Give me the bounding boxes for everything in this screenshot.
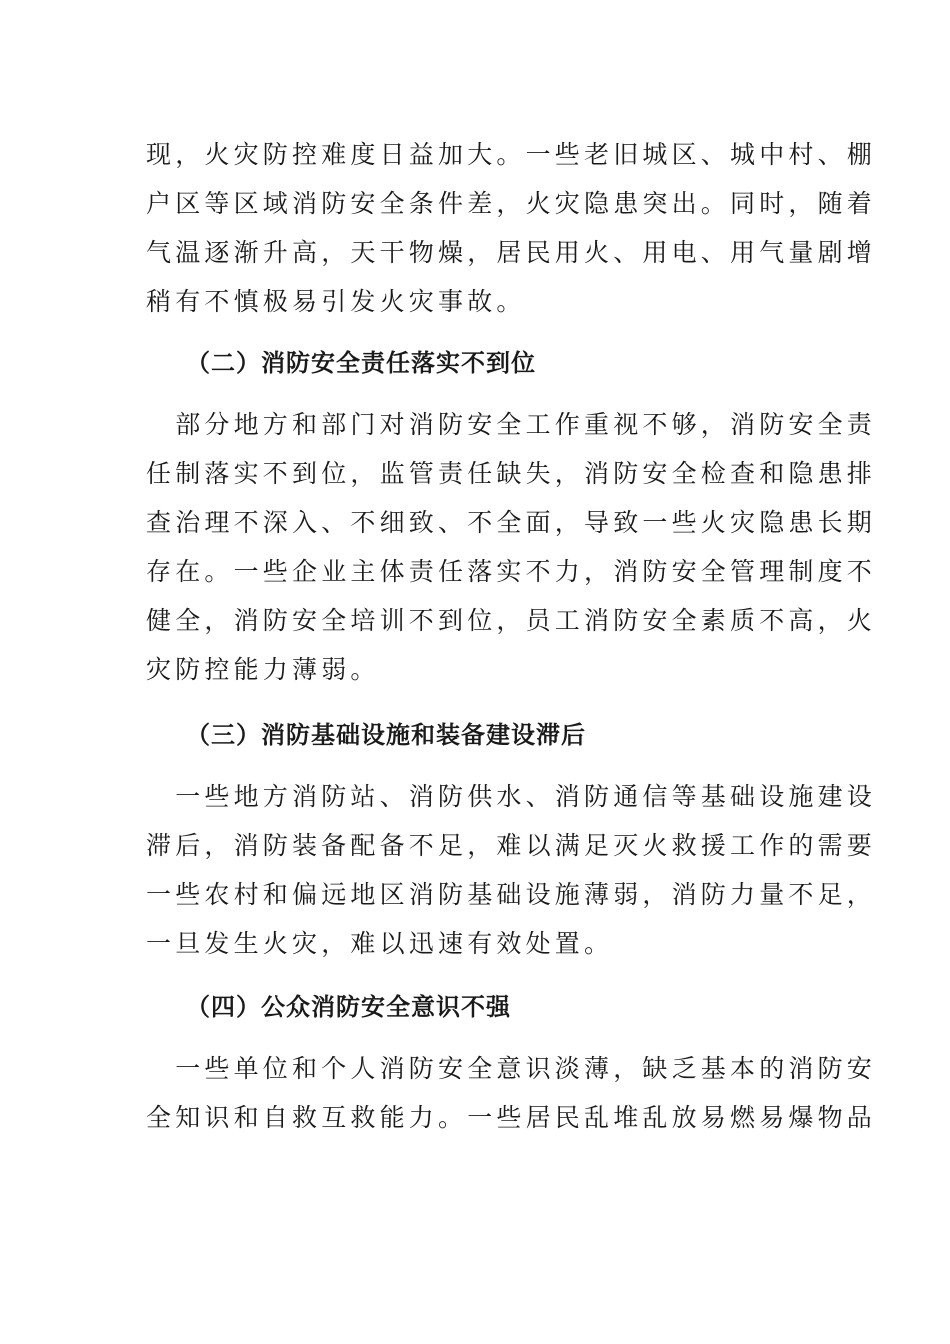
paragraph-fire-risk-continued <box>146 130 877 326</box>
paragraph-line: 稍有不慎极易引发火灾事故。 <box>146 287 526 316</box>
section-heading-2: （二）消防安全责任落实不到位 <box>186 349 536 377</box>
section-heading-4: （四）公众消防安全意识不强 <box>186 993 511 1021</box>
paragraph-line: 一旦发生火灾，难以迅速有效处置。 <box>146 929 614 958</box>
section-heading-3: （三）消防基础设施和装备建设滞后 <box>186 721 586 749</box>
paragraph-line: 任制落实不到位，监管责任缺失，消防安全检查和隐患排 <box>146 459 877 488</box>
paragraph-line: 现，火灾防控难度日益加大。一些老旧城区、城中村、棚 <box>146 140 877 169</box>
paragraph-line: 一些农村和偏远地区消防基础设施薄弱，消防力量不足， <box>146 880 877 909</box>
paragraph-infrastructure <box>146 772 877 968</box>
paragraph-line: 一些地方消防站、消防供水、消防通信等基础设施建设 <box>146 782 877 811</box>
paragraph-line: 健全，消防安全培训不到位，员工消防安全素质不高，火 <box>146 606 877 635</box>
paragraph-line: 存在。一些企业主体责任落实不力，消防安全管理制度不 <box>146 557 877 586</box>
paragraph-line: 部分地方和部门对消防安全工作重视不够，消防安全责 <box>146 410 877 439</box>
paragraph-responsibility <box>146 400 877 694</box>
paragraph-line: 查治理不深入、不细致、不全面，导致一些火灾隐患长期 <box>146 508 877 537</box>
paragraph-line: 气温逐渐升高，天干物燥，居民用火、用电、用气量剧增 <box>146 238 877 267</box>
paragraph-line: 滞后，消防装备配备不足，难以满足灭火救援工作的需要 <box>146 831 877 860</box>
paragraph-public-awareness <box>146 1044 877 1142</box>
paragraph-line: 全知识和自救互救能力。一些居民乱堆乱放易燃易爆物品 <box>146 1103 877 1132</box>
paragraph-line: 一些单位和个人消防安全意识淡薄，缺乏基本的消防安 <box>146 1054 877 1083</box>
paragraph-line: 户区等区域消防安全条件差，火灾隐患突出。同时，随着 <box>146 189 877 218</box>
paragraph-line: 灾防控能力薄弱。 <box>146 655 380 684</box>
